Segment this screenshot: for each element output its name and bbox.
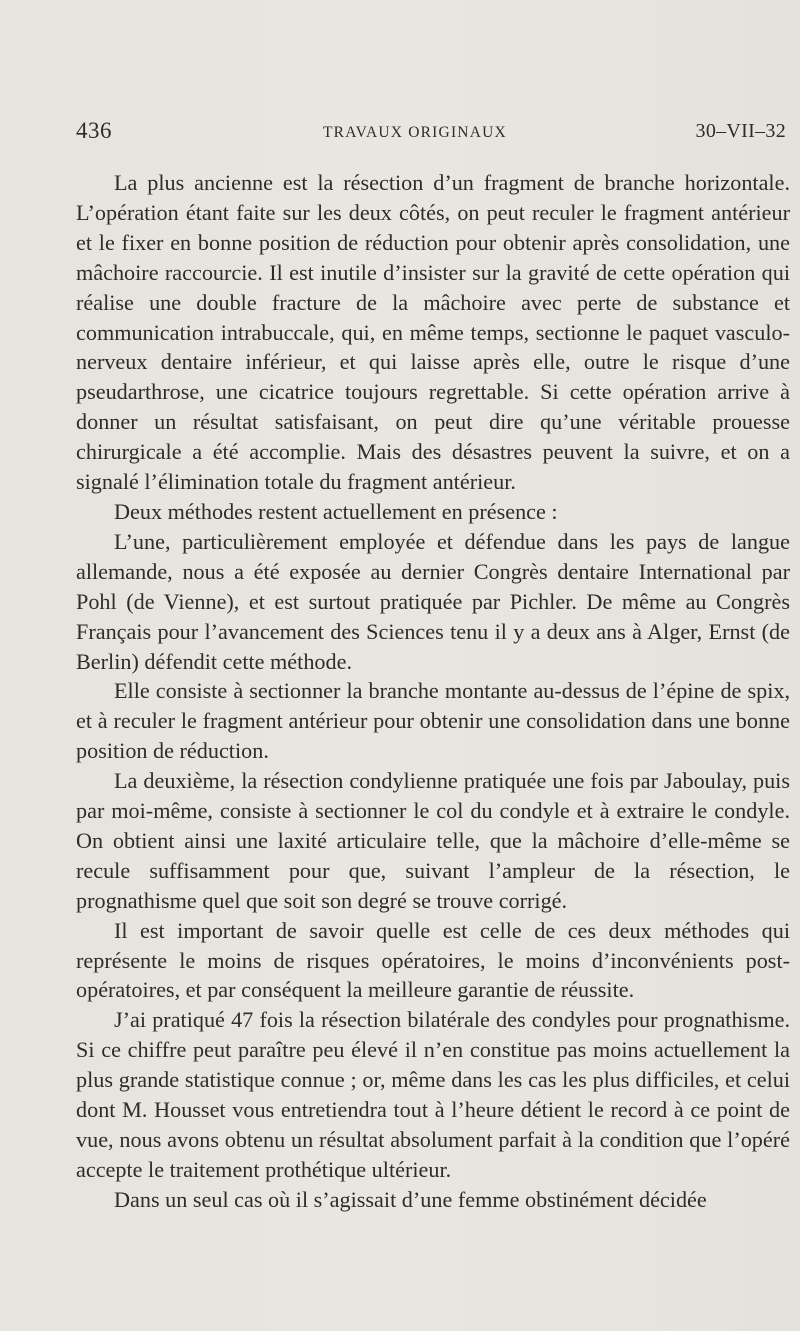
paragraph: Deux méthodes restent actuellement en présence : (114, 498, 558, 524)
paragraph: La deuxième, la résection condylienne pratiquée une fois par Jaboulay, puis par moi-même, consiste à sectionner le col du condyle et à extraire le condyle. On obtient ainsi une laxité articulaire telle, que la mâchoire d’elle-même se recule suffisamment pour que, suivant l’ampleur de la résection, le prognathisme quel que soit son degré se trouve corrigé. (76, 768, 790, 913)
page-number: 436 (76, 118, 112, 143)
paragraph: Il est important de savoir quelle est celle de ces deux méthodes qui représente le moins de risques opératoires, le moins d’inconvénients post-opératoires, et par conséquent la meilleure garantie de réussite. (76, 917, 790, 1003)
issue-date: 30–VII–32 (695, 120, 786, 142)
running-title: TRAVAUX ORIGINAUX (323, 124, 507, 141)
running-header (76, 118, 796, 148)
paragraph: Elle consiste à sectionner la branche montante au-dessus de l’épine de spix, et à reculer le fragment antérieur pour obtenir une consolidation dans une bonne position de réduction. (76, 678, 790, 764)
paragraph: L’une, particulièrement employée et défendue dans les pays de langue allemande, nous a été exposée au dernier Congrès dentaire International par Pohl (de Vienne), et est surtout pratiquée par Pichler. De même au Congrès Français pour l’avancement des Sciences tenu il y a deux ans à Alger, Ernst (de Berlin) défendit cette méthode. (76, 528, 790, 674)
paragraph: Dans un seul cas où il s’agissait d’une femme obstinément décidée (114, 1186, 707, 1212)
body-text (76, 168, 790, 1215)
paragraph: La plus ancienne est la résection d’un fragment de branche horizontale. L’opération étant faite sur les deux côtés, on peut reculer le fragment antérieur et le fixer en bonne position de réduction pour obtenir après consolidation, une mâchoire raccourcie. Il est inutile d’insister sur la gravité de cette opération qui réalise une double fracture de la mâchoire avec perte de substance et communication intrabuccale, qui, en même temps, sectionne le paquet vasculo-nerveux dentaire inférieur, et qui laisse après elle, outre le risque d’une pseudarthrose, une cicatrice toujours regrettable. Si cette opération arrive à donner un résultat satisfaisant, on peut dire qu’une véritable prouesse chirurgicale a été accomplie. Mais des désastres peuvent la suivre, et on a signalé l’élimination totale du fragment antérieur. (76, 170, 790, 495)
paragraph: J’ai pratiqué 47 fois la résection bilatérale des condyles pour prognathisme. Si ce chiffre peut paraître peu élevé il n’en constitue pas moins actuellement la plus grande statistique connue ; or, même dans les cas les plus difficiles, et celui dont M. Housset vous entretiendra tout à l’heure détient le record à ce point de vue, nous avons obtenu un résultat absolument parfait à la condition que l’opéré accepte le traitement prothétique ultérieur. (76, 1007, 790, 1182)
